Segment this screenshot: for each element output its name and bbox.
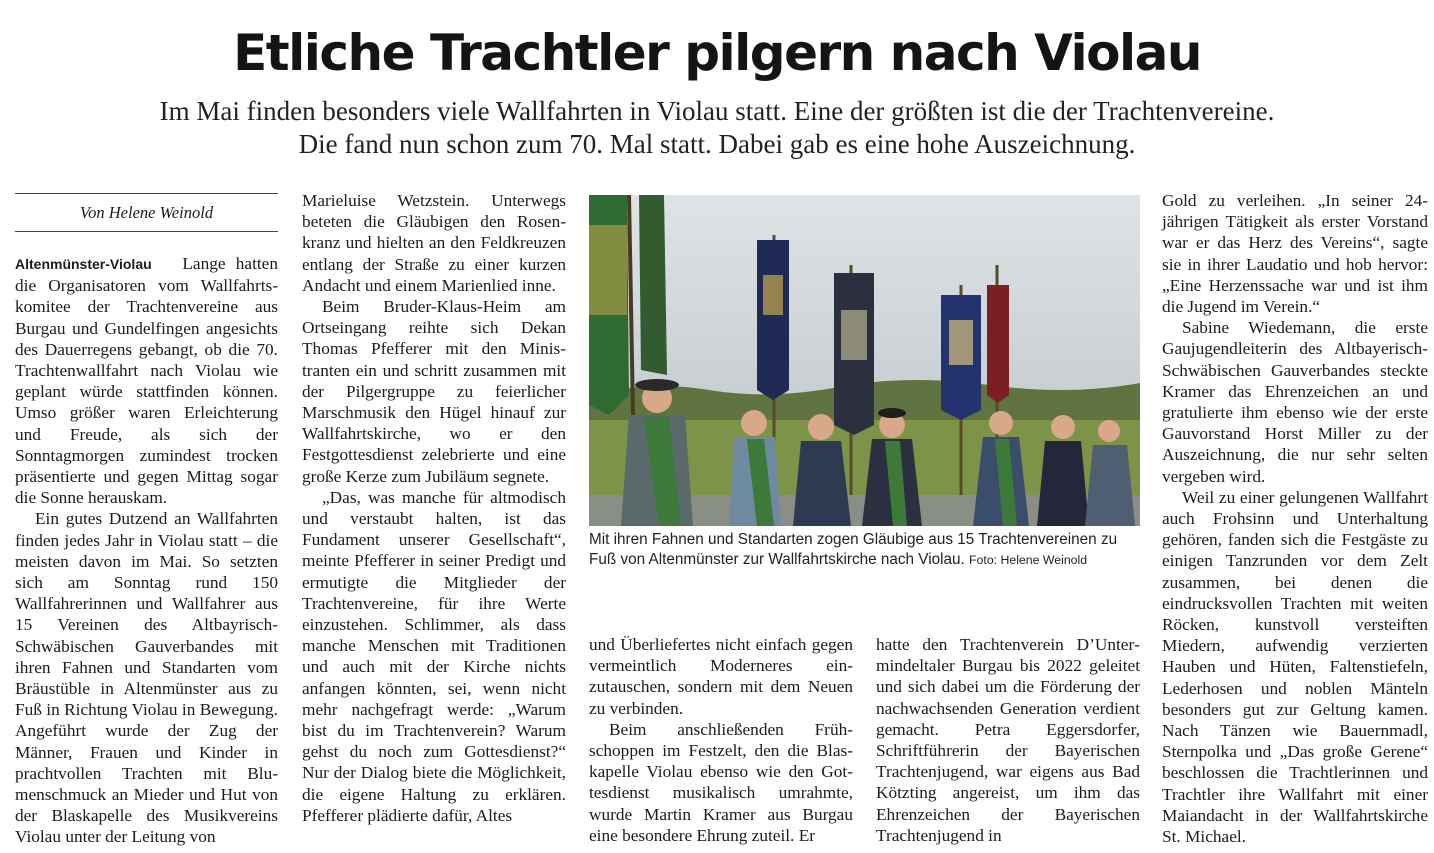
dateline: Altenmünster-Violau bbox=[15, 256, 152, 272]
caption-text: Mit ihren Fahnen und Standarten zogen Gläubige aus 15 Trachtenvereinen zu Fuß von Altenmünster zur Wallfahrtskirche nach Violau. bbox=[589, 531, 1118, 568]
banner-emblem bbox=[841, 310, 867, 360]
photo-caption bbox=[589, 530, 1140, 570]
paragraph: Beim anschließenden Frühschoppen im Festzelt, den die Blaskapelle Violau ebenso wie den Gottesdienst musikalisch umrahmte, wurde Martin Kramer aus Burgau eine besondere Ehrung zuteil. Er bbox=[589, 719, 853, 845]
paragraph: Marieluise Wetzstein. Unterwegs beteten die Gläubigen den Rosenkranz und hielten an den Feldkreuzen entlang der Straße zu einer kurzen Andacht und einem Marienlied inne. bbox=[302, 191, 566, 295]
paragraph: Ein gutes Dutzend an Wallfahrten finden jedes Jahr in Violau statt – die meisten davon im Mai. So setzten sich am Sonntag rund 150 Wallfahrerinnen und Wallfahrer aus 15 Vereinen des Altbayrisch-Schwäbischen Gauverbandes mit ihren Fahnen und Standarten vom Bräustüble in Altenmünster aus zu Fuß in Richtung Violau in Bewegung. Angeführt wurde der Zug der Männer, Frauen und Kinder in prachtvollen Trachten mit Blumenschmuck an Mieder und Hut von der Blaskapelle des Musikvereins Violau unter der Leitung von bbox=[15, 509, 278, 847]
paragraph: „Das, was manche für altmodisch und verstaubt halten, ist das Fundament unserer Gesellschaft“, meinte Pfefferer in seiner Predigt und ermutigte die Mitglieder der Trachtenvereine, für ihre Werte einzustehen. Schlimmer, als dass manche Menschen mit Traditionen und auch mit der Kirche nichts anfangen könnten, sei, wenn nicht mehr nachgefragt werde: „Warum bist du im Trachtenverein? Warum gehst du noch zum Gottesdienst?“ Nur der Dialog biete die Möglichkeit, die eigene Haltung zu erklären. Pfefferer plädierte dafür, Altes bbox=[302, 487, 566, 825]
paragraph: Gold zu verleihen. „In seiner 24-jährigen Tätigkeit als erster Vorstand war er das Herz des Vereins“, sagte sie in ihrer Laudatio und hob hervor: „Eine Herzenssache war und ist ihm die Jugend im Verein.“ bbox=[1162, 191, 1428, 317]
banner-emblem bbox=[763, 275, 783, 315]
column-5 bbox=[1162, 190, 1428, 847]
paragraph: Beim Bruder-Klaus-Heim am Ortseingang reihte sich Dekan Thomas Pfefferer mit den Ministranten ein und schritt zusammen mit der Pilgergruppe zu feierlicher Marschmusik den Hügel hinauf zur Wallfahrtskirche, wo er den Festgottesdienst zelebrierte und eine große Kerze zum Jubiläum segnete. bbox=[302, 297, 566, 486]
navy-banner bbox=[757, 240, 789, 400]
paragraph bbox=[15, 253, 278, 508]
subline-line-2: Die fand nun schon zum 70. Mal statt. Dabei gab es eine hohe Auszeichnung. bbox=[298, 129, 1136, 159]
column-4 bbox=[876, 634, 1140, 846]
subline-line-1: Im Mai finden besonders viele Wallfahrten in Violau statt. Eine der größten ist die der Trachtenvereine. bbox=[159, 96, 1275, 126]
paragraph: Sabine Wiedemann, die erste Gaujugendleiterin des Altbayerisch-Schwäbischen Gauverbandes steckte Kramer das Ehrenzeichen an und gratulierte ihm ebenso wie der erste Gauvorstand Horst Miller zu der Auszeichnung, die nur sehr selten vergeben wird. bbox=[1162, 318, 1428, 486]
banner-emblem bbox=[949, 320, 973, 365]
paragraph-text: Lange hatten die Organisatoren vom Wallfahrtskomitee der Trachtenvereine aus Burgau und Gundelfingen angesichts des Dauerregens gebangt, ob die 70. Trachtenwallfahrt nach Violau wie geplant würde stattfinden können. Umso größer waren Erleichterung und Freude, als sich der Sonntagmorgen zumindest trocken präsentierte und gegen Mittag sogar die Sonne herauskam. bbox=[15, 254, 278, 508]
paragraph: und Überliefertes nicht einfach gegen vermeintlich Moderneres einzutauschen, sondern mit dem Neuen zu verbinden. bbox=[589, 635, 853, 718]
photo-credit: Foto: Helene Weinold bbox=[969, 552, 1088, 567]
article-headline: Etliche Trachtler pilgern nach Violau bbox=[233, 24, 1201, 82]
column-1 bbox=[15, 253, 278, 848]
article-photo bbox=[589, 195, 1140, 526]
paragraph: hatte den Trachtenverein D’Untermindeltaler Burgau bis 2022 geleitet und sich dabei um die Förderung der nachwachsenden Generation verdient gemacht. Petra Eggersdorfer, Schriftführerin der Bayerischen Trachtenjugend, war eigens aus Bad Kötzting angereist, um ihm das Ehrenzeichen der Bayerischen Trachtenjugend in bbox=[876, 635, 1140, 845]
column-3 bbox=[589, 634, 853, 846]
byline: Von Helene Weinold bbox=[15, 193, 278, 232]
banner-emblem bbox=[589, 225, 627, 315]
red-banner bbox=[987, 285, 1009, 403]
paragraph: Weil zu einer gelungenen Wallfahrt auch Frohsinn und Unterhaltung gehören, fanden sich die Festgäste zu einigen Tanzrunden vor dem Zelt zusammen, bei denen die eindrucksvollen Trachten mit weiten Röcken, kunstvoll versteiften Miedern, aufwendig verzierten Hauben und Hüten, Faltenstiefeln, Lederhosen und noblen Mänteln besonders gut zur Geltung kamen. Nach Tänzen wie Bauernmadl, Sternpolka und „Das große Gerene“ beschlossen die Trachtlerinnen und Trachtler ihre Wallfahrt mit einer Maiandacht in der Wallfahrtskirche St. Michael. bbox=[1162, 487, 1428, 847]
column-2 bbox=[302, 190, 566, 826]
article-subline bbox=[0, 95, 1434, 161]
procession-photo bbox=[589, 195, 1140, 526]
green-banner-2 bbox=[639, 195, 667, 375]
